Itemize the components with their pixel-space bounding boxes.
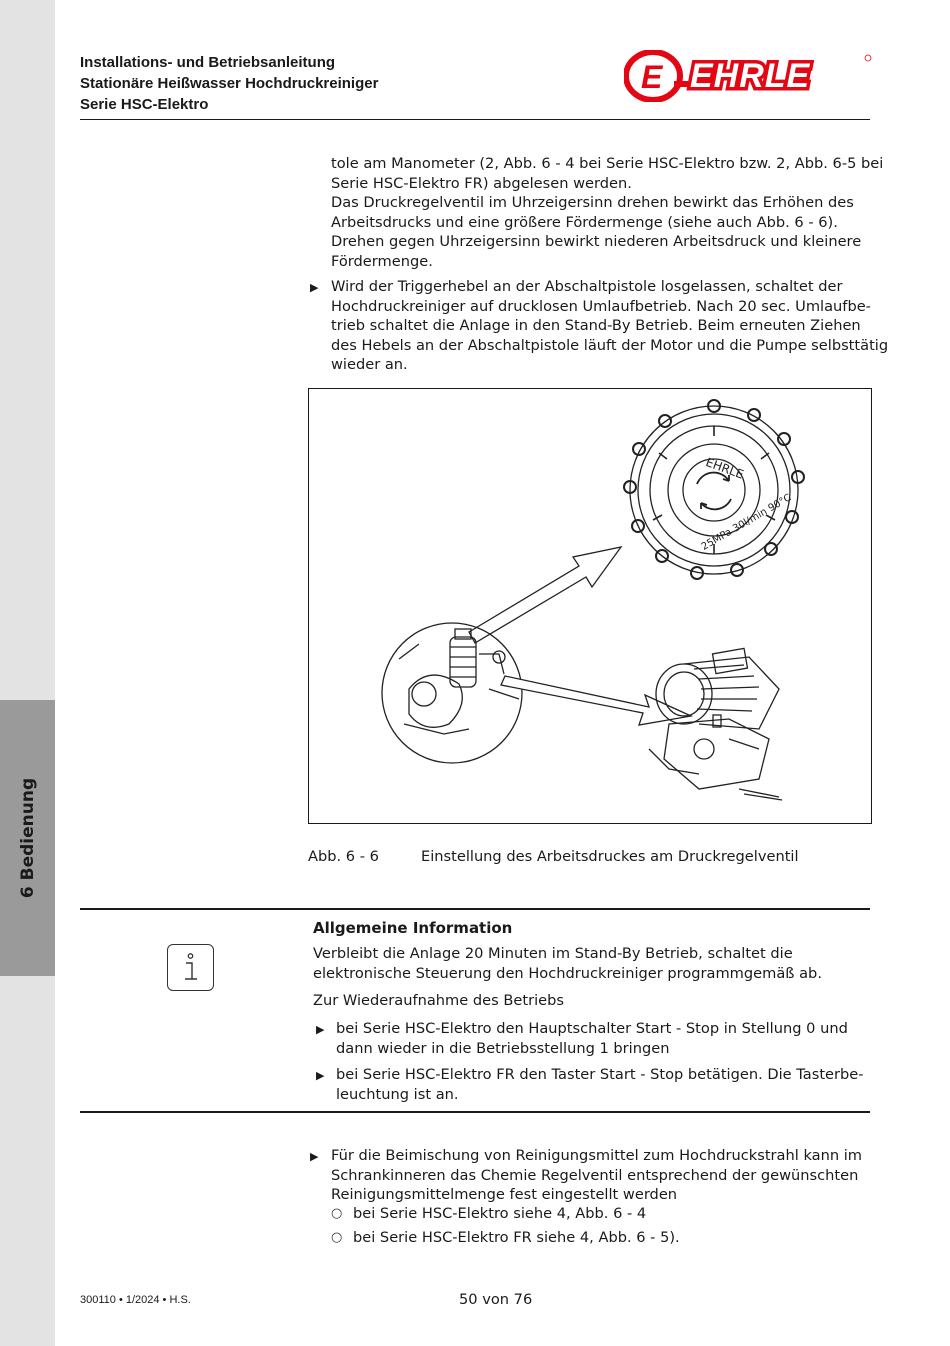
text-line: bei Serie HSC-Elektro FR den Taster Start - Stop betätigen. Die Tasterbe- (336, 1066, 864, 1083)
knob-brand-text: EHRLE (703, 455, 746, 482)
document-header (80, 52, 378, 115)
text-line: Schrankinneren das Chemie Regelventil entsprechend der gewünschten (331, 1166, 859, 1184)
figure-caption-number: Abb. 6 - 6 (308, 848, 379, 865)
chapter-tab-label: 6 Bedienung (18, 777, 38, 899)
text-line: trieb schaltet die Anlage in den Stand-By Betrieb. Beim erneuten Ziehen (331, 317, 861, 334)
bullet-marker: ▶ (310, 1150, 319, 1163)
info-top-rule (80, 908, 870, 910)
info-icon (167, 944, 214, 991)
text-line: elektronische Steuerung den Hochdruckreiniger programmgemäß ab. (313, 964, 822, 982)
page-number: 50 von 76 (459, 1291, 533, 1308)
ehrle-logo (624, 50, 874, 102)
header-line: Installations- und Betriebsanleitung (80, 54, 336, 71)
info-glyph (168, 945, 213, 990)
text-line: bei Serie HSC-Elektro den Hauptschalter Start - Stop in Stellung 0 und (336, 1020, 848, 1037)
figure-frame (308, 388, 872, 824)
regulator-knob-detail (624, 400, 804, 579)
bullet-marker: ▶ (316, 1023, 325, 1036)
text-line: Serie HSC-Elektro FR) abgelesen werden. (331, 174, 632, 192)
pressure-valve-illustration (309, 389, 871, 823)
pump-motor-unit (649, 648, 782, 800)
sub-bullet-marker: ○ (331, 1230, 343, 1245)
info-heading: Allgemeine Information (313, 919, 513, 937)
pump-closeup-detail (382, 623, 522, 763)
bullet-marker: ▶ (310, 281, 319, 294)
text-line: Drehen gegen Uhrzeigersinn bewirkt niederen Arbeitsdruck und kleinere (331, 233, 862, 250)
bullet-marker: ▶ (316, 1069, 325, 1082)
logo-wordmark: EHRLE (690, 57, 811, 95)
info-bottom-rule (80, 1111, 870, 1113)
text-line: tole am Manometer (2, Abb. 6 - 4 bei Serie HSC-Elektro bzw. 2, Abb. 6-5 bei (331, 155, 884, 172)
side-strip (0, 0, 55, 1346)
text-line: Verbleibt die Anlage 20 Minuten im Stand-By Betrieb, schaltet die (313, 945, 793, 962)
intro-paragraph (331, 154, 883, 271)
sub-bullet-item: bei Serie HSC-Elektro FR siehe 4, Abb. 6 - 5). (353, 1229, 680, 1246)
header-line: Stationäre Heißwasser Hochdruckreiniger (80, 75, 379, 92)
text-line: Hochdruckreiniger auf drucklosen Umlaufbetrieb. Nach 20 sec. Umlaufbe- (331, 297, 871, 315)
header-rule (80, 119, 870, 120)
text-line: Das Druckregelventil im Uhrzeigersinn drehen bewirkt das Erhöhen des (331, 194, 854, 211)
text-line: leuchtung ist an. (336, 1085, 459, 1103)
sub-bullet-item: bei Serie HSC-Elektro siehe 4, Abb. 6 - 4 (353, 1205, 647, 1222)
info-bullet-item (336, 1065, 864, 1104)
trigger-paragraph (331, 277, 888, 375)
text-line: dann wieder in die Betriebsstellung 1 bringen (336, 1039, 670, 1057)
text-line: wieder an. (331, 356, 408, 373)
arrow-to-closeup (501, 676, 691, 725)
arrow-to-knob (469, 547, 621, 643)
info-bullet-item (336, 1019, 848, 1058)
text-line: Fördermenge. (331, 252, 433, 270)
svg-text:E: E (641, 59, 663, 95)
sub-bullet-marker: ○ (331, 1206, 343, 1221)
info-paragraph (313, 944, 822, 983)
text-line: Wird der Triggerhebel an der Abschaltpistole losgelassen, schaltet der (331, 278, 843, 295)
text-line: des Hebels an der Abschaltpistole läuft der Motor und die Pumpe selbsttätig (331, 336, 889, 354)
text-line: Arbeitsdrucks und eine größere Fördermenge (siehe auch Abb. 6 - 6). (331, 213, 838, 231)
figure-caption-text: Einstellung des Arbeitsdruckes am Druckregelventil (421, 848, 799, 865)
footer-doc-code: 300110 • 1/2024 • H.S. (80, 1294, 191, 1306)
text-line: Reinigungsmittelmenge fest eingestellt werden (331, 1186, 678, 1203)
detergent-paragraph (331, 1146, 862, 1205)
info-resume-text: Zur Wiederaufnahme des Betriebs (313, 992, 564, 1009)
text-line: Für die Beimischung von Reinigungsmittel zum Hochdruckstrahl kann im (331, 1147, 862, 1164)
knob-spec-text: 25MPa 30l/min 90°C (699, 492, 794, 553)
header-line: Serie HSC-Elektro (80, 96, 209, 113)
